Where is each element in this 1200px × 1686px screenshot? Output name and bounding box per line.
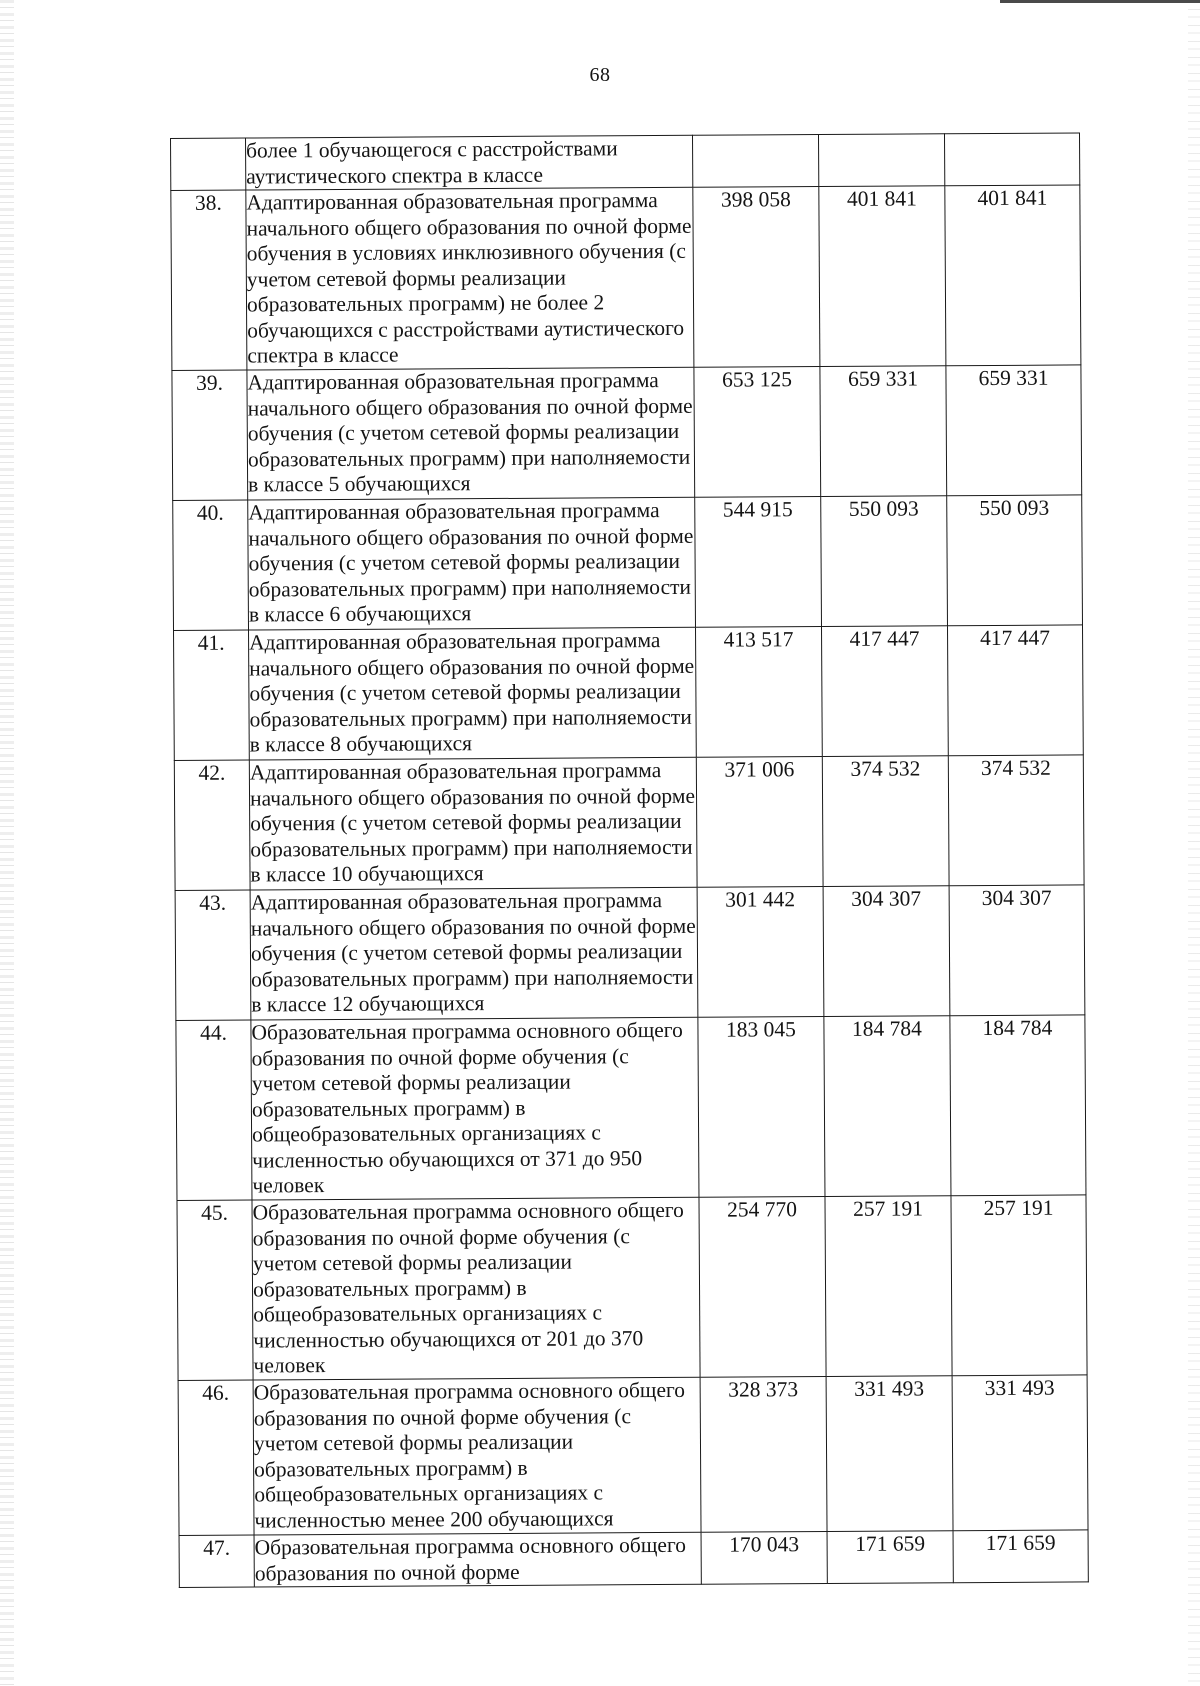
row-number: 39. <box>172 370 248 500</box>
value-col-1 <box>692 135 818 188</box>
table-row <box>177 1195 1087 1381</box>
scan-top-line <box>1000 0 1200 3</box>
table-row <box>171 185 1081 371</box>
table-row <box>171 133 1080 191</box>
program-description: Адаптированная образовательная программа начального общего образования по очной форме обучения (с учетом сетевой формы реализации образовательных программ) при наполняемости в классе 12 обучающихся <box>250 887 698 1020</box>
row-number: 43. <box>175 890 251 1020</box>
program-description: Образовательная программа основного общего образования по очной форме обучения (с учетом сетевой формы реализации образовательных программ) в общеобразовательных организациях с численностью менее 200 обучающихся <box>253 1377 701 1535</box>
row-number: 42. <box>174 760 250 890</box>
value-col-2: 401 841 <box>819 186 946 367</box>
program-description: более 1 обучающегося с расстройствами аутистического спектра в классе <box>246 135 693 190</box>
value-col-2: 659 331 <box>820 366 947 497</box>
value-col-1: 301 442 <box>697 887 824 1018</box>
table-row <box>178 1375 1088 1536</box>
value-col-1: 328 373 <box>700 1377 827 1533</box>
value-col-3: 184 784 <box>950 1015 1086 1196</box>
value-col-1: 254 770 <box>699 1197 826 1378</box>
page-number: 68 <box>589 64 611 86</box>
row-number: 40. <box>173 500 249 630</box>
program-description: Адаптированная образовательная программа начального общего образования по очной форме обучения (с учетом сетевой формы реализации образовательных программ) при наполняемости в классе 10 обучающихся <box>249 757 697 890</box>
value-col-2: 184 784 <box>824 1016 951 1197</box>
row-number: 47. <box>179 1535 254 1587</box>
value-col-3: 374 532 <box>948 755 1084 886</box>
value-col-3: 331 493 <box>952 1375 1088 1531</box>
value-col-1: 371 006 <box>696 757 823 888</box>
table-row <box>176 1015 1086 1201</box>
program-description: Образовательная программа основного общего образования по очной форме обучения (с учетом сетевой формы реализации образовательных программ) в общеобразовательных организациях с численностью обучающихся от 201 до 370 человек <box>252 1197 700 1380</box>
value-col-1: 413 517 <box>695 627 822 758</box>
row-number: 45. <box>177 1200 253 1380</box>
value-col-3: 304 307 <box>949 885 1085 1016</box>
row-number: 46. <box>178 1380 254 1535</box>
value-col-1: 544 915 <box>695 497 822 628</box>
program-description: Адаптированная образовательная программа начального общего образования по очной форме обучения (с учетом сетевой формы реализации образовательных программ) при наполняемости в классе 6 обучающихся <box>248 497 696 630</box>
table-row <box>174 755 1084 891</box>
value-col-2: 257 191 <box>825 1196 952 1377</box>
value-col-2: 417 447 <box>821 626 948 757</box>
value-col-1: 398 058 <box>693 187 820 368</box>
value-col-2: 331 493 <box>826 1376 953 1532</box>
row-number: 44. <box>176 1020 252 1200</box>
value-col-3: 659 331 <box>946 365 1082 496</box>
table-row <box>173 495 1083 631</box>
value-col-3: 171 659 <box>953 1530 1088 1583</box>
scan-edge-right <box>1188 0 1200 1686</box>
table-row <box>179 1530 1088 1588</box>
value-col-3 <box>944 133 1079 186</box>
scan-edge-left <box>0 0 14 1686</box>
value-col-3: 401 841 <box>945 185 1081 366</box>
table-row <box>174 625 1084 761</box>
value-col-2: 304 307 <box>823 886 950 1017</box>
row-number: 38. <box>171 190 247 370</box>
program-description: Адаптированная образовательная программа начального общего образования по очной форме обучения (с учетом сетевой формы реализации образовательных программ) при наполняемости в классе 5 обучающихся <box>247 367 695 500</box>
value-col-3: 417 447 <box>947 625 1083 756</box>
value-col-1: 183 045 <box>698 1017 825 1198</box>
value-col-1: 170 043 <box>701 1532 827 1585</box>
table-row <box>172 365 1082 501</box>
value-col-3: 257 191 <box>951 1195 1087 1376</box>
program-description: Адаптированная образовательная программа начального общего образования по очной форме обучения (с учетом сетевой формы реализации образовательных программ) при наполняемости в классе 8 обучающихся <box>249 627 697 760</box>
row-number: 41. <box>174 630 250 760</box>
program-description: Образовательная программа основного общего образования по очной форме <box>254 1532 701 1587</box>
row-number <box>171 138 246 190</box>
value-col-2: 171 659 <box>827 1531 953 1584</box>
program-cost-table <box>170 132 1089 1588</box>
value-col-2: 550 093 <box>821 496 948 627</box>
value-col-1: 653 125 <box>694 367 821 498</box>
value-col-2 <box>818 134 944 187</box>
value-col-3: 550 093 <box>947 495 1083 626</box>
program-description: Адаптированная образовательная программа начального общего образования по очной форме обучения в условиях инклюзивного обучения (с учетом сетевой формы реализации образовательных программ) не более 2 обучающихся с расстройствами аутистического спектра в классе <box>246 187 694 370</box>
program-description: Образовательная программа основного общего образования по очной форме обучения (с учетом сетевой формы реализации образовательных программ) в общеобразовательных организациях с численностью обучающихся от 371 до 950 человек <box>251 1017 699 1200</box>
value-col-2: 374 532 <box>822 756 949 887</box>
table-row <box>175 885 1085 1021</box>
